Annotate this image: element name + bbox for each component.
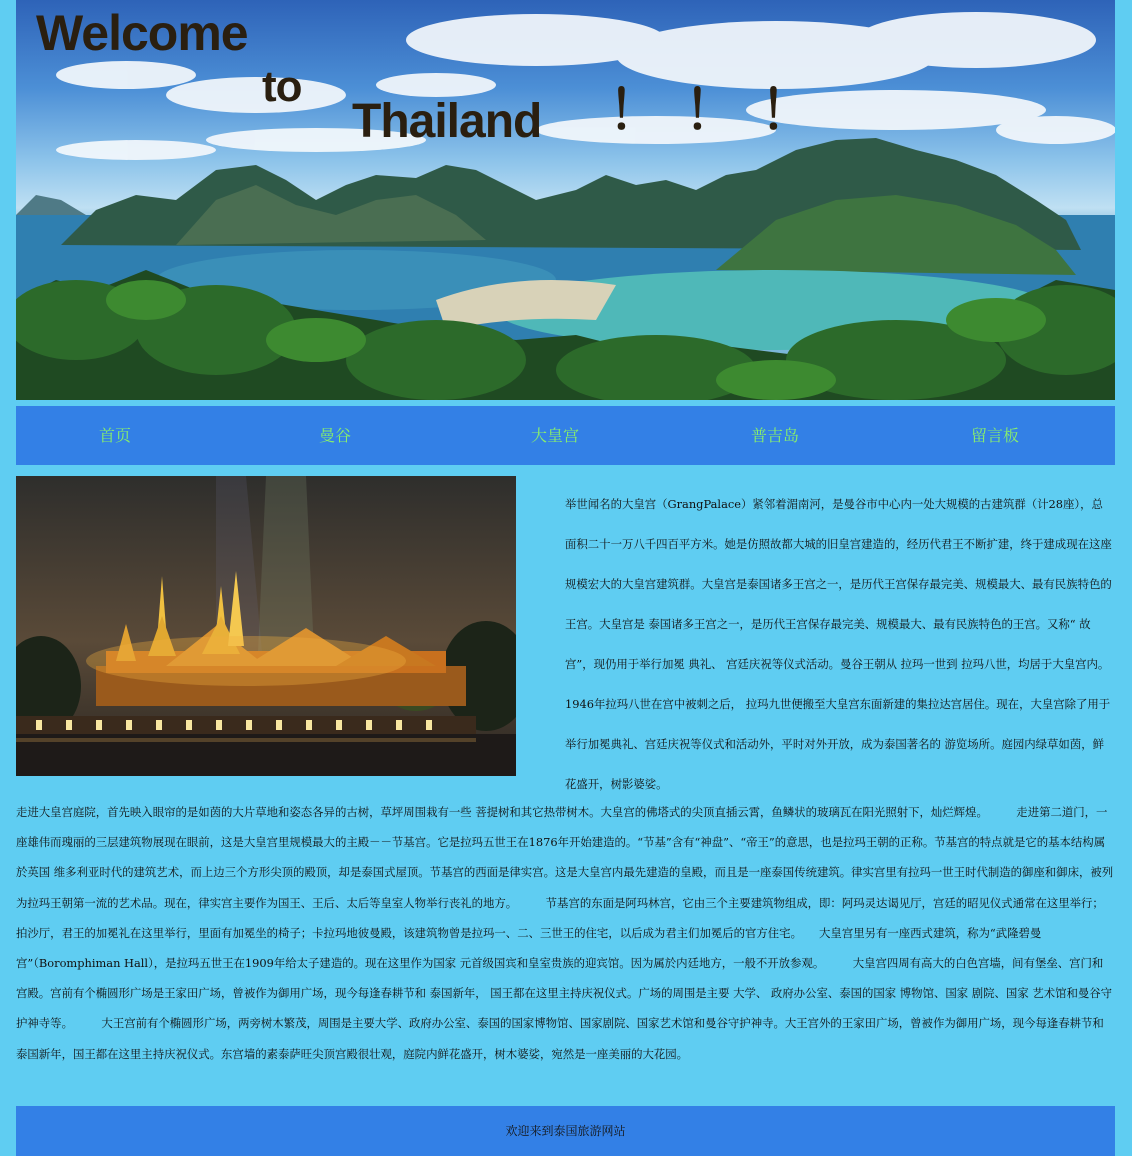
header-banner — [16, 0, 1115, 400]
footer-text: 欢迎来到泰国旅游网站 — [505, 1124, 626, 1138]
intro-paragraph: 举世闻名的大皇宫（GrangPalace）紧邻着湄南河，是曼谷市中心内一处大规模的古建筑群（计28座），总面积二十一万八千四百平方米。她是仿照故都大城的旧皇宫建造的，经历代君王不断扩建，终于建成现在这座规模宏大的大皇宫建筑群。大皇宫是泰国诸多王宫之一，是历代王宫保存最完美、规模最大、最有民族特色的王宫。大皇宫是 泰国诸多王宫之一，是历代王宫保存最完美、规模最大、最有民族特色的王宫。又称“ 故宫”，现仍用于举行加冕 典礼、 宫廷庆祝等仪式活动。曼谷王朝从 拉玛一世到 拉玛八世，均居于大皇宫内。1946年拉玛八世在宫中被刺之后， 拉玛九世便搬至大皇宫东面新建的集拉达宫居住。现在，大皇宫除了用于举行加冕典礼、宫廷庆祝等仪式和活动外，平时对外开放，成为泰国著名的 游览场所。庭园内绿草如茵，鲜花盛开，树影婆娑。 — [565, 497, 1112, 791]
grand-palace-night-image — [16, 476, 516, 776]
banner-title-welcome: Welcome — [36, 5, 248, 61]
nav-link-home[interactable]: 首页 — [98, 426, 131, 445]
banner-title-to: to — [262, 62, 302, 111]
grand-palace-photo — [16, 476, 516, 776]
nav-link-guestbook[interactable]: 留言板 — [970, 426, 1019, 445]
body-paragraph: 走进大皇宫庭院，首先映入眼帘的是如茵的大片草地和姿态各异的古树，草坪周围栽有一些 菩提树和其它热带树木。大皇宫的佛塔式的尖顶直插云霄，鱼鳞状的玻璃瓦在阳光照射下，灿烂辉煌。 走进第二道门，一座雄伟而瑰丽的三层建筑物展现在眼前，这是大皇宫里规模最大的主殿－－节基宫。它是拉玛五世王在1876年开始建造的。“节基”含有“神盘”、“帝王”的意思，也是拉玛王朝的正称。节基宫的特点就是它的基本结构属於英国 维多利亚时代的建筑艺术，而上边三个方形尖顶的殿顶，却是泰国式屋顶。节基宫的西面是律实宫。这是大皇宫内最先建造的皇殿，而且是一座泰国传统建筑。律实宫里有拉玛一世王时代制造的御座和御床，被列为拉玛王朝第一流的艺术品。现在，律实宫主要作为国王、王后、太后等皇室人物举行丧礼的地方。 节基宫的东面是阿玛林宫，它由三个主要建筑物组成，即：阿玛灵达谒见厅，宫廷的昭见仪式通常在这里举行；拍沙厅，君王的加冕礼在这里举行，里面有加冕坐的椅子；卡拉玛地彼曼殿，该建筑物曾是拉玛一、二、三世王的住宅，以后成为君主们加冕后的官方住宅。 大皇宫里另有一座西式建筑，称为“武隆碧曼宫”（Boromphiman Hall），是拉玛五世王在1909年给太子建造的。现在这里作为国家 元首级国宾和皇室贵族的迎宾馆。因为属於内廷地方，一般不开放参观。 大皇宫四周有高大的白色宫墙，间有堡垒、宫门和宫殿。宫前有个椭圆形广场是王家田广场，曾被作为御用广场，现今每逢春耕节和 泰国新年， 国王都在这里主持庆祝仪式。广场的周围是主要 大学、 政府办公室、泰国的国家 博物馆、国家 剧院、国家 艺术馆和曼谷守护神寺等。 大王宫前有个椭圆形广场，两旁树木繁茂，周围是主要大学、政府办公室、泰国的国家博物馆、国家剧院、国家艺术馆和曼谷守护神寺。大王宫外的王家田广场，曾被作为御用广场，现今每逢春耕节和泰国新年，国王都在这里主持庆祝仪式。东宫墙的素泰萨旺尖顶宫殿很壮观，庭院内鲜花盛开，树木婆娑，宛然是一座美丽的大花园。 — [16, 805, 1114, 1061]
main-navigation — [16, 406, 1115, 465]
nav-link-phuket[interactable]: 普吉岛 — [750, 426, 799, 445]
nav-link-bangkok[interactable]: 曼谷 — [318, 426, 351, 445]
nav-link-grand-palace[interactable]: 大皇宫 — [530, 426, 579, 445]
footer-bar — [16, 1106, 1115, 1156]
banner-title-thailand: Thailand — [352, 95, 542, 148]
banner-title-exclamation: ！！！ — [608, 81, 836, 141]
